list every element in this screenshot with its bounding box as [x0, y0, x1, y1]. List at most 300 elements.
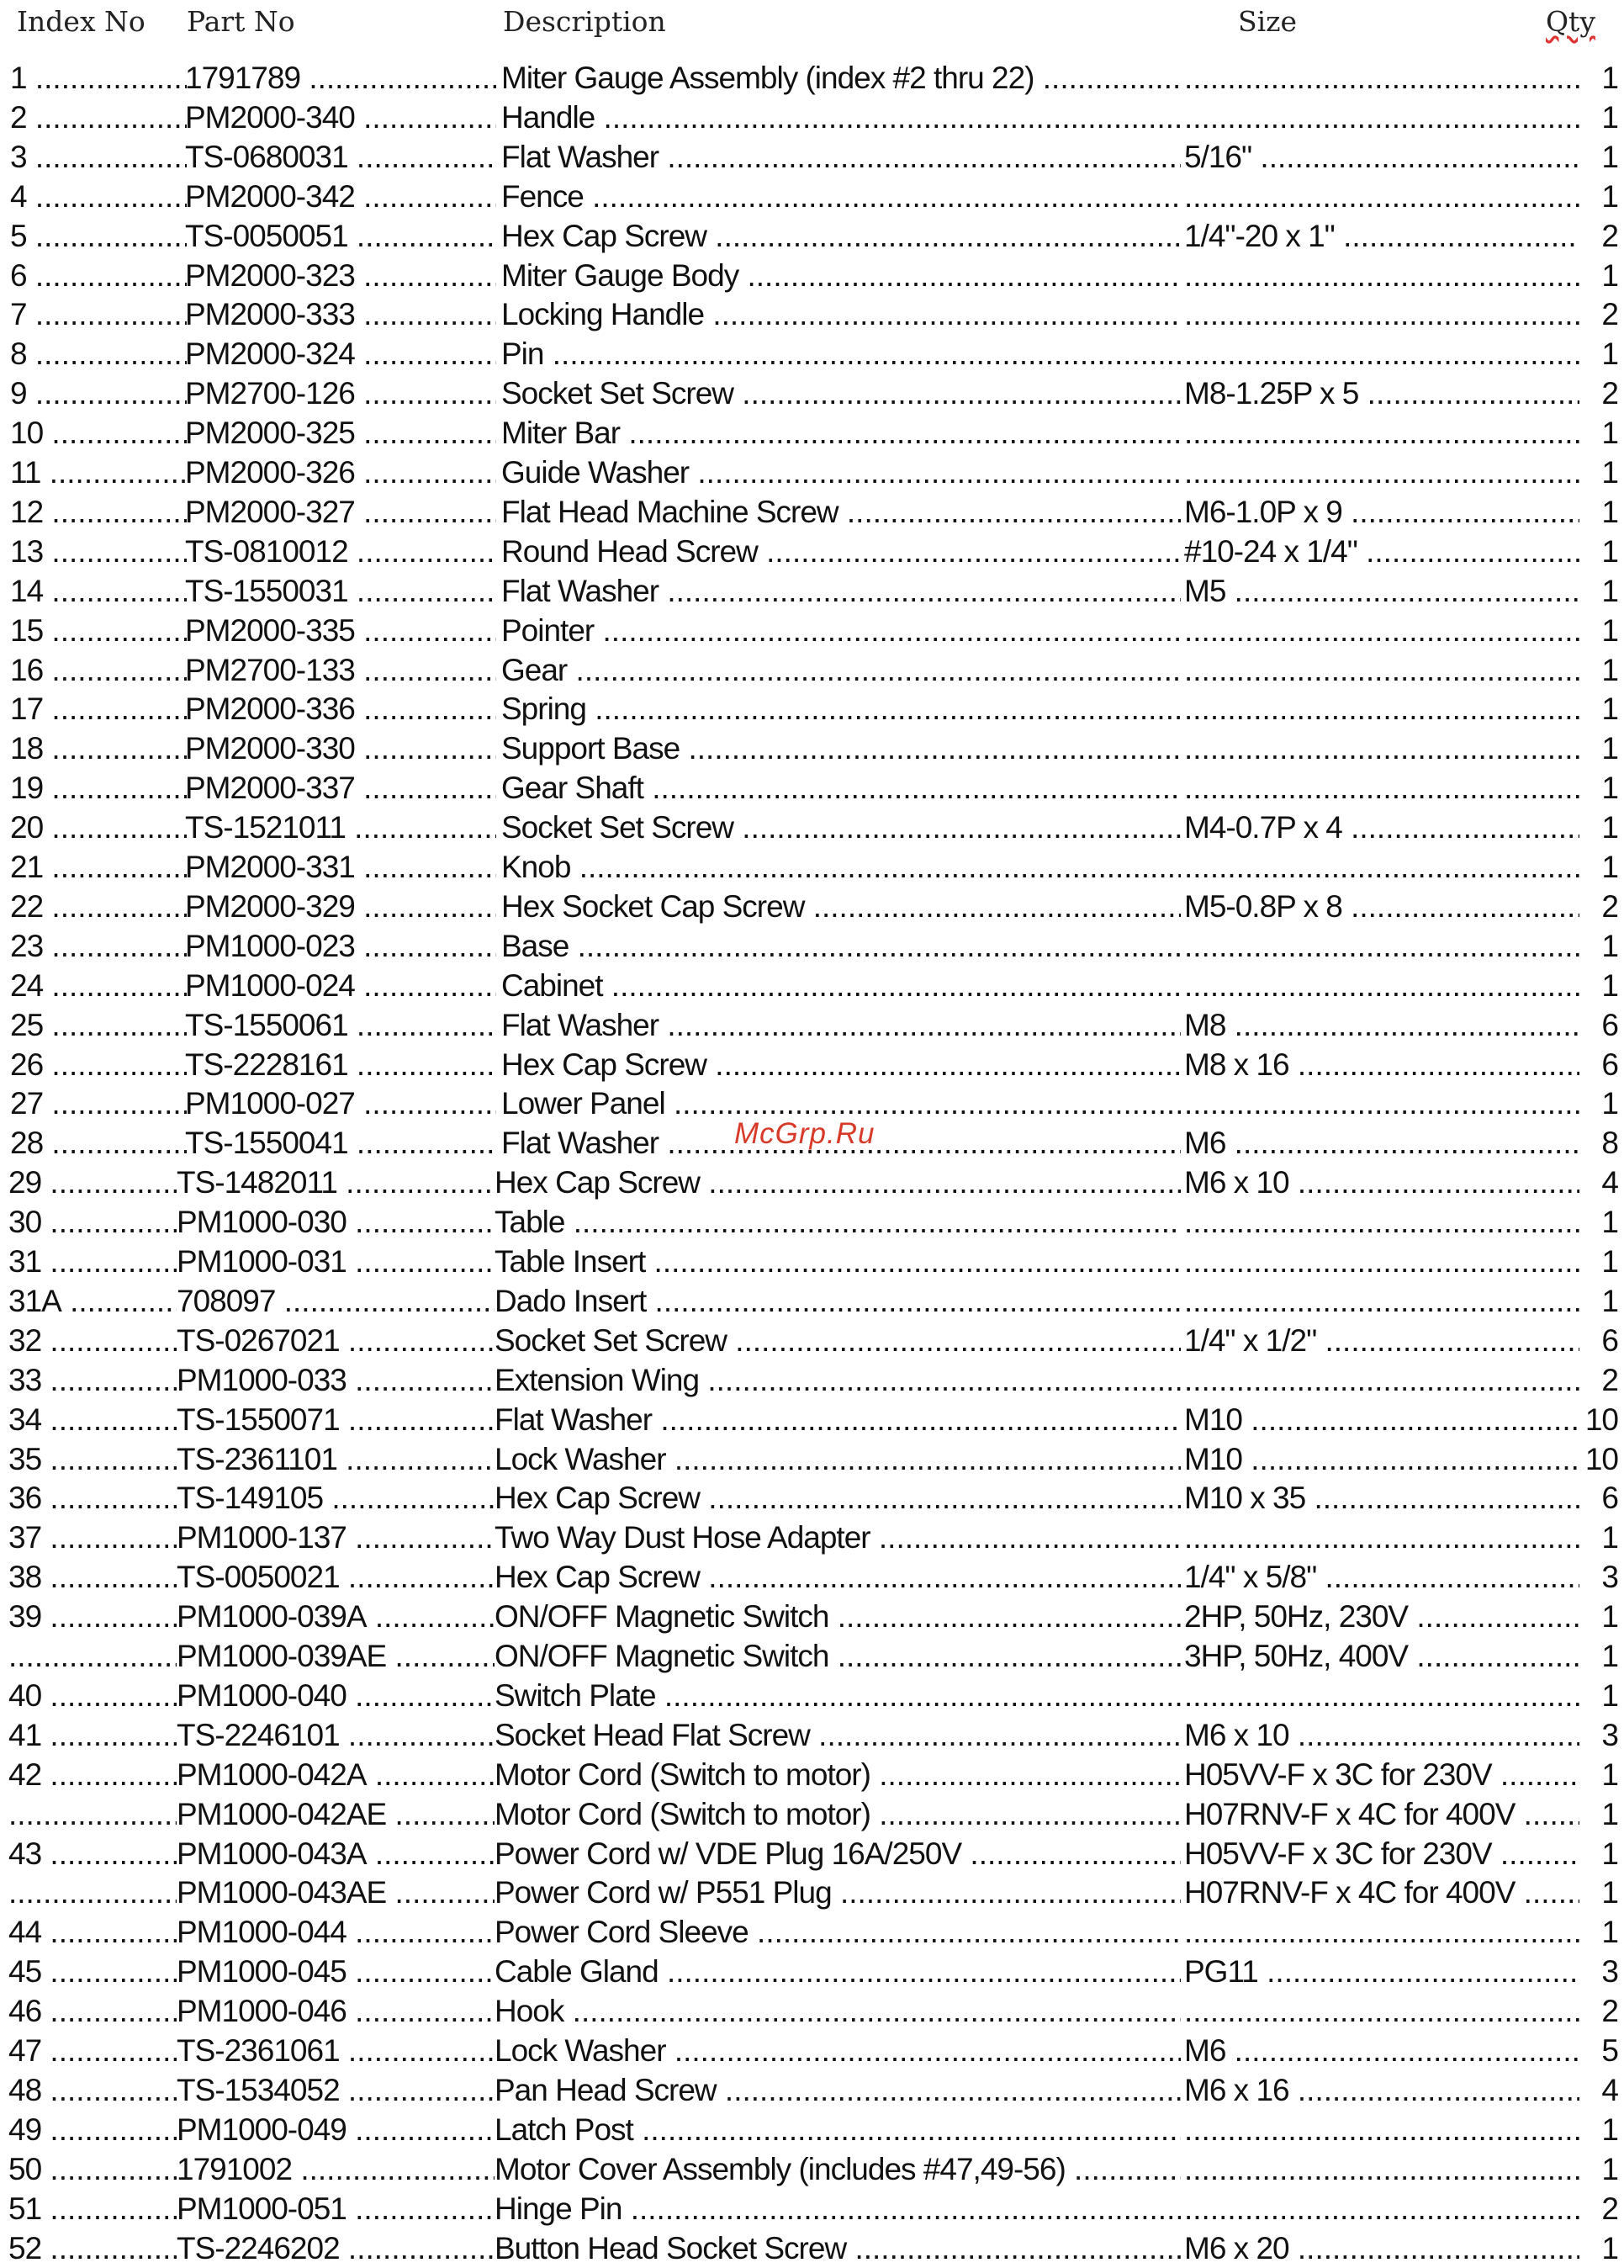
qty-cell: 1 [1601, 692, 1618, 727]
size-cell [1184, 967, 1579, 1005]
size-cell: M10 ..... [1184, 1401, 1579, 1439]
size-cell: M8 x 16 ..... [1184, 1046, 1579, 1084]
description-cell: Hex Cap Screw ..... [495, 1163, 1181, 1202]
part-no-cell: PM2000-330 ..... [185, 729, 496, 768]
table-row [0, 927, 1624, 966]
part-no-cell: PM1000-030 ..... [177, 1203, 495, 1242]
index-cell: 18 ..... [10, 729, 187, 768]
part-no-cell: PM2000-336 ..... [185, 690, 496, 729]
size-cell: H05VV-F x 3C for 230V ..... [1184, 1835, 1579, 1873]
qty-cell: 1 [1601, 1599, 1618, 1635]
part-no-cell: TS-0680031 ..... [185, 138, 496, 177]
table-row [0, 138, 1624, 177]
description-cell: Gear ..... [501, 651, 1181, 690]
qty-cell: 8 [1601, 1126, 1618, 1161]
qty-cell: 1 [1601, 416, 1618, 451]
table-row [0, 335, 1624, 374]
part-no-cell: TS-1521011 ..... [185, 808, 496, 847]
index-cell: 2 ..... [10, 98, 187, 137]
table-row [0, 295, 1624, 334]
index-cell: 39 ..... [8, 1598, 177, 1636]
size-cell: 5/16" ..... [1184, 138, 1579, 177]
part-no-cell: PM1000-031 ..... [177, 1243, 495, 1281]
size-cell: M6 ..... [1184, 2032, 1579, 2070]
size-cell: M10 ..... [1184, 1440, 1579, 1479]
index-cell: 21 ..... [10, 848, 187, 887]
description-cell: Socket Set Screw ..... [501, 808, 1181, 847]
size-cell [1184, 59, 1579, 98]
size-cell: M10 x 35 ..... [1184, 1479, 1579, 1518]
part-no-cell: 1791789 ..... [185, 59, 496, 98]
part-no-cell: PM2000-325 ..... [185, 414, 496, 453]
part-no-cell: PM1000-042AE ..... [177, 1795, 495, 1834]
description-cell: Hinge Pin ..... [495, 2190, 1181, 2228]
qty-cell: 1 [1601, 1757, 1618, 1792]
part-no-cell: PM2000-331 ..... [185, 848, 496, 887]
part-no-cell: PM1000-027 ..... [185, 1084, 496, 1123]
part-no-cell: PM2000-340 ..... [185, 98, 496, 137]
description-cell: Fence ..... [501, 178, 1181, 216]
part-no-cell: TS-1550031 ..... [185, 572, 496, 611]
index-cell: 15 ..... [10, 612, 187, 650]
qty-cell: 1 [1601, 2112, 1618, 2147]
qty-cell: 1 [1601, 1836, 1618, 1871]
size-cell [1184, 927, 1579, 966]
qty-cell: 1 [1601, 850, 1618, 884]
table-row [0, 1282, 1624, 1321]
size-cell [1184, 2111, 1579, 2149]
part-no-cell: PM1000-023 ..... [185, 927, 496, 966]
qty-cell: 1 [1601, 178, 1618, 214]
qty-cell: 3 [1601, 1717, 1618, 1752]
part-no-cell: PM1000-042A ..... [177, 1756, 495, 1794]
qty-cell: 2 [1601, 2191, 1618, 2226]
description-cell: Miter Gauge Body ..... [501, 257, 1181, 295]
index-cell: 8 ..... [10, 335, 187, 374]
size-cell [1184, 1203, 1579, 1242]
description-cell: Cable Gland ..... [495, 1953, 1181, 1991]
size-cell [1184, 2190, 1579, 2228]
size-cell [1184, 2150, 1579, 2189]
part-no-cell: PM2000-333 ..... [185, 295, 496, 334]
index-cell: 4 ..... [10, 178, 187, 216]
size-cell [1184, 612, 1579, 650]
table-row [0, 414, 1624, 453]
size-cell: M6 x 10 ..... [1184, 1163, 1579, 1202]
table-row [0, 257, 1624, 295]
qty-cell: 1 [1601, 967, 1618, 1003]
index-cell: 51 ..... [8, 2190, 177, 2228]
size-cell [1184, 414, 1579, 453]
description-cell: Pan Head Screw ..... [495, 2071, 1181, 2110]
description-cell: Hex Cap Screw ..... [501, 1046, 1181, 1084]
index-cell: 6 ..... [10, 257, 187, 295]
index-cell: 19 ..... [10, 769, 187, 808]
description-cell: Extension Wing ..... [495, 1361, 1181, 1400]
index-cell: 31 ..... [8, 1243, 177, 1281]
size-cell [1184, 1243, 1579, 1281]
description-cell: Lower Panel ..... [501, 1084, 1181, 1123]
description-cell: Hook ..... [495, 1992, 1181, 2031]
index-cell: 27 ..... [10, 1084, 187, 1123]
description-cell: Lock Washer ..... [495, 1440, 1181, 1479]
table-row [0, 1992, 1624, 2031]
table-row [0, 2071, 1624, 2110]
table-row [0, 848, 1624, 887]
part-no-cell: TS-2361061 ..... [177, 2032, 495, 2070]
index-cell: 23 ..... [10, 927, 187, 966]
table-row [0, 612, 1624, 650]
description-cell: Gear Shaft ..... [501, 769, 1181, 808]
table-row [0, 1479, 1624, 1518]
qty-cell: 2 [1601, 376, 1618, 411]
index-cell [8, 1637, 177, 1676]
description-cell: Latch Post ..... [495, 2111, 1181, 2149]
table-row [0, 2111, 1624, 2149]
qty-cell: 1 [1601, 2151, 1618, 2186]
qty-cell: 1 [1601, 1677, 1618, 1713]
qty-cell: 6 [1601, 1481, 1618, 1516]
table-row [0, 1440, 1624, 1479]
index-cell: 52 ..... [8, 2229, 177, 2268]
table-row [0, 1716, 1624, 1755]
description-cell: Guide Washer ..... [501, 453, 1181, 492]
index-cell: 3 ..... [10, 138, 187, 177]
index-cell: 1 ..... [10, 59, 187, 98]
qty-cell: 6 [1601, 1047, 1618, 1082]
qty-cell: 1 [1601, 455, 1618, 490]
table-row [0, 1873, 1624, 1912]
qty-cell: 2 [1601, 1362, 1618, 1397]
table-row [0, 2032, 1624, 2070]
description-cell: Flat Washer ..... [501, 1006, 1181, 1045]
size-cell: M6 x 20 ..... [1184, 2229, 1579, 2268]
size-cell [1184, 1518, 1579, 1557]
part-no-cell: TS-1550041 ..... [185, 1124, 496, 1163]
size-cell: M6 x 10 ..... [1184, 1716, 1579, 1755]
description-cell: Hex Cap Screw ..... [495, 1479, 1181, 1518]
part-no-cell: TS-0810012 ..... [185, 533, 496, 571]
size-cell: 2HP, 50Hz, 230V ..... [1184, 1598, 1579, 1636]
table-row [0, 1756, 1624, 1794]
table-row [0, 690, 1624, 729]
part-no-cell: PM2000-329 ..... [185, 888, 496, 926]
table-row [0, 1401, 1624, 1439]
qty-cell: 1 [1601, 771, 1618, 806]
part-no-cell: TS-1534052 ..... [177, 2071, 495, 2110]
index-cell: 31A ..... [8, 1282, 177, 1321]
description-cell: Base ..... [501, 927, 1181, 966]
part-no-cell: PM2000-323 ..... [185, 257, 496, 295]
qty-cell: 1 [1601, 810, 1618, 845]
description-cell: Miter Bar ..... [501, 414, 1181, 453]
qty-cell: 1 [1601, 99, 1618, 135]
index-cell: 12 ..... [10, 493, 187, 532]
size-cell [1184, 295, 1579, 334]
description-cell: Flat Washer ..... [501, 138, 1181, 177]
index-cell: 11 ..... [10, 453, 187, 492]
index-cell: 44 ..... [8, 1913, 177, 1952]
qty-cell: 1 [1601, 1283, 1618, 1318]
index-cell: 33 ..... [8, 1361, 177, 1400]
size-cell [1184, 1677, 1579, 1715]
description-cell: Miter Gauge Assembly (index #2 thru 22) ..... [501, 59, 1181, 98]
qty-cell: 10 [1584, 1402, 1618, 1437]
description-cell: Support Base ..... [501, 729, 1181, 768]
index-cell: 16 ..... [10, 651, 187, 690]
qty-cell: 1 [1601, 612, 1618, 648]
table-row [0, 453, 1624, 492]
size-cell: H05VV-F x 3C for 230V ..... [1184, 1756, 1579, 1794]
description-cell: Pointer ..... [501, 612, 1181, 650]
table-row [0, 572, 1624, 611]
description-cell: ON/OFF Magnetic Switch ..... [495, 1598, 1181, 1636]
qty-cell: 1 [1601, 1244, 1618, 1279]
qty-cell: 1 [1601, 61, 1618, 95]
index-cell: 32 ..... [8, 1322, 177, 1360]
table-row [0, 493, 1624, 532]
part-no-cell: TS-1482011 ..... [177, 1163, 495, 1202]
qty-cell: 1 [1601, 652, 1618, 687]
qty-cell: 1 [1601, 2230, 1618, 2265]
description-cell: Handle ..... [501, 98, 1181, 137]
part-no-cell: TS-1550071 ..... [177, 1401, 495, 1439]
size-cell: M4-0.7P x 4 ..... [1184, 808, 1579, 847]
index-cell: 28 ..... [10, 1124, 187, 1163]
size-cell: M6 x 16 ..... [1184, 2071, 1579, 2110]
description-cell: Motor Cord (Switch to motor) ..... [495, 1756, 1181, 1794]
description-cell: Flat Washer ..... [501, 1124, 1181, 1163]
description-cell: Socket Set Screw ..... [495, 1322, 1181, 1360]
header-part-no: Part No [187, 5, 295, 38]
size-cell [1184, 1282, 1579, 1321]
table-row [0, 1795, 1624, 1834]
part-no-cell: TS-2246202 ..... [177, 2229, 495, 2268]
index-cell: 37 ..... [8, 1518, 177, 1557]
table-row [0, 1163, 1624, 1202]
part-no-cell: PM2000-324 ..... [185, 335, 496, 374]
qty-cell: 1 [1601, 1639, 1618, 1673]
part-no-cell: PM2000-335 ..... [185, 612, 496, 650]
size-cell: 1/4"-20 x 1" ..... [1184, 217, 1579, 256]
size-cell: PG11 ..... [1184, 1953, 1579, 1991]
qty-cell: 4 [1601, 2072, 1618, 2107]
table-row [0, 1006, 1624, 1045]
part-no-cell: PM2000-327 ..... [185, 493, 496, 532]
index-cell: 38 ..... [8, 1558, 177, 1597]
description-cell: Pin ..... [501, 335, 1181, 374]
description-cell: Switch Plate ..... [495, 1677, 1181, 1715]
size-cell: M6 ..... [1184, 1124, 1579, 1163]
part-no-cell: TS-149105 ..... [177, 1479, 495, 1518]
part-no-cell: TS-2246101 ..... [177, 1716, 495, 1755]
table-row [0, 1558, 1624, 1597]
size-cell [1184, 257, 1579, 295]
index-cell: 34 ..... [8, 1401, 177, 1439]
qty-cell: 1 [1601, 928, 1618, 963]
description-cell: Socket Set Screw ..... [501, 374, 1181, 413]
table-row [0, 808, 1624, 847]
table-row [0, 1637, 1624, 1676]
part-no-cell: PM1000-046 ..... [177, 1992, 495, 2031]
index-cell: 50 ..... [8, 2150, 177, 2189]
part-no-cell: PM2000-337 ..... [185, 769, 496, 808]
qty-cell: 1 [1601, 494, 1618, 529]
part-no-cell: PM1000-039AE ..... [177, 1637, 495, 1676]
qty-cell: 3 [1601, 1560, 1618, 1595]
table-row [0, 1598, 1624, 1636]
size-cell: M8 ..... [1184, 1006, 1579, 1045]
size-cell: H07RNV-F x 4C for 400V ..... [1184, 1795, 1579, 1834]
index-cell: 17 ..... [10, 690, 187, 729]
part-no-cell: PM1000-043A ..... [177, 1835, 495, 1873]
index-cell: 20 ..... [10, 808, 187, 847]
part-no-cell: TS-2228161 ..... [185, 1046, 496, 1084]
table-row [0, 1046, 1624, 1084]
size-cell: M5-0.8P x 8 ..... [1184, 888, 1579, 926]
table-row [0, 59, 1624, 98]
part-no-cell: PM1000-024 ..... [185, 967, 496, 1005]
description-cell: ON/OFF Magnetic Switch ..... [495, 1637, 1181, 1676]
description-cell: Spring ..... [501, 690, 1181, 729]
description-cell: Motor Cord (Switch to motor) ..... [495, 1795, 1181, 1834]
part-no-cell: PM1000-045 ..... [177, 1953, 495, 1991]
table-row [0, 1835, 1624, 1873]
qty-cell: 6 [1601, 1322, 1618, 1358]
part-no-cell: TS-0050051 ..... [185, 217, 496, 256]
index-cell: 49 ..... [8, 2111, 177, 2149]
part-no-cell: PM1000-044 ..... [177, 1913, 495, 1952]
index-cell [8, 1873, 177, 1912]
size-cell: 1/4" x 1/2" ..... [1184, 1322, 1579, 1360]
qty-cell: 2 [1601, 1994, 1618, 2029]
qty-cell: 2 [1601, 218, 1618, 253]
table-row [0, 1322, 1624, 1360]
index-cell: 26 ..... [10, 1046, 187, 1084]
index-cell: 5 ..... [10, 217, 187, 256]
index-cell: 40 ..... [8, 1677, 177, 1715]
part-no-cell: PM2700-133 ..... [185, 651, 496, 690]
part-no-cell: 1791002 ..... [177, 2150, 495, 2189]
description-cell: Lock Washer ..... [495, 2032, 1181, 2070]
description-cell: Socket Head Flat Screw ..... [495, 1716, 1181, 1755]
qty-cell: 1 [1601, 336, 1618, 372]
qty-cell: 2 [1601, 297, 1618, 332]
table-row [0, 888, 1624, 926]
size-cell: #10-24 x 1/4" ..... [1184, 533, 1579, 571]
size-cell [1184, 1361, 1579, 1400]
qty-cell: 1 [1601, 573, 1618, 608]
index-cell: 9 ..... [10, 374, 187, 413]
size-cell: M6-1.0P x 9 ..... [1184, 493, 1579, 532]
part-no-cell: PM1000-043AE ..... [177, 1873, 495, 1912]
index-cell: 22 ..... [10, 888, 187, 926]
table-row [0, 533, 1624, 571]
qty-cell: 1 [1601, 1875, 1618, 1910]
size-cell [1184, 1992, 1579, 2031]
description-cell: Flat Washer ..... [495, 1401, 1181, 1439]
table-row [0, 217, 1624, 256]
qty-cell: 1 [1601, 1205, 1618, 1240]
size-cell [1184, 651, 1579, 690]
header-index-no: Index No [17, 5, 145, 38]
table-row [0, 769, 1624, 808]
header-qty: Qty [1546, 5, 1595, 38]
index-cell: 10 ..... [10, 414, 187, 453]
size-cell [1184, 453, 1579, 492]
qty-cell: 10 [1584, 1441, 1618, 1476]
part-no-cell: TS-0050021 ..... [177, 1558, 495, 1597]
description-cell: Hex Cap Screw ..... [495, 1558, 1181, 1597]
size-cell: M5 ..... [1184, 572, 1579, 611]
table-row [0, 374, 1624, 413]
table-row [0, 1913, 1624, 1952]
part-no-cell: PM1000-039A ..... [177, 1598, 495, 1636]
size-cell [1184, 1913, 1579, 1952]
part-no-cell: PM2700-126 ..... [185, 374, 496, 413]
description-cell: Knob ..... [501, 848, 1181, 887]
description-cell: Power Cord w/ VDE Plug 16A/250V ..... [495, 1835, 1181, 1873]
part-no-cell: PM1000-137 ..... [177, 1518, 495, 1557]
table-row [0, 178, 1624, 216]
part-no-cell: PM1000-040 ..... [177, 1677, 495, 1715]
index-cell: 47 ..... [8, 2032, 177, 2070]
watermark-text: McGrp.Ru [734, 1117, 875, 1150]
part-no-cell: PM1000-033 ..... [177, 1361, 495, 1400]
size-cell: M8-1.25P x 5 ..... [1184, 374, 1579, 413]
table-row [0, 98, 1624, 137]
size-cell [1184, 1084, 1579, 1123]
qty-cell: 5 [1601, 2033, 1618, 2068]
part-no-cell: PM1000-049 ..... [177, 2111, 495, 2149]
qty-cell: 1 [1601, 257, 1618, 293]
table-row [0, 1243, 1624, 1281]
index-cell: 45 ..... [8, 1953, 177, 1991]
description-cell: Locking Handle ..... [501, 295, 1181, 334]
qty-cell: 3 [1601, 1954, 1618, 1990]
table-row [0, 2229, 1624, 2268]
description-cell: Table Insert ..... [495, 1243, 1181, 1281]
description-cell: Two Way Dust Hose Adapter ..... [495, 1518, 1181, 1557]
size-cell [1184, 769, 1579, 808]
description-cell: Flat Washer ..... [501, 572, 1181, 611]
qty-cell: 6 [1601, 1007, 1618, 1042]
index-cell: 46 ..... [8, 1992, 177, 2031]
qty-cell: 1 [1601, 139, 1618, 174]
size-cell [1184, 335, 1579, 374]
header-size: Size [1238, 5, 1298, 38]
description-cell: Flat Head Machine Screw ..... [501, 493, 1181, 532]
index-cell: 41 ..... [8, 1716, 177, 1755]
size-cell: 3HP, 50Hz, 400V ..... [1184, 1637, 1579, 1676]
size-cell: 1/4" x 5/8" ..... [1184, 1558, 1579, 1597]
description-cell: Button Head Socket Screw ..... [495, 2229, 1181, 2268]
size-cell [1184, 690, 1579, 729]
index-cell: 35 ..... [8, 1440, 177, 1479]
part-no-cell: TS-1550061 ..... [185, 1006, 496, 1045]
description-cell: Power Cord w/ P551 Plug ..... [495, 1873, 1181, 1912]
description-cell: Power Cord Sleeve ..... [495, 1913, 1181, 1952]
table-row [0, 651, 1624, 690]
index-cell: 36 ..... [8, 1479, 177, 1518]
qty-cell: 4 [1601, 1165, 1618, 1200]
table-row [0, 2190, 1624, 2228]
size-cell [1184, 848, 1579, 887]
size-cell: H07RNV-F x 4C for 400V ..... [1184, 1873, 1579, 1912]
index-cell: 30 ..... [8, 1203, 177, 1242]
qty-cell: 1 [1601, 1796, 1618, 1831]
index-cell: 42 ..... [8, 1756, 177, 1794]
